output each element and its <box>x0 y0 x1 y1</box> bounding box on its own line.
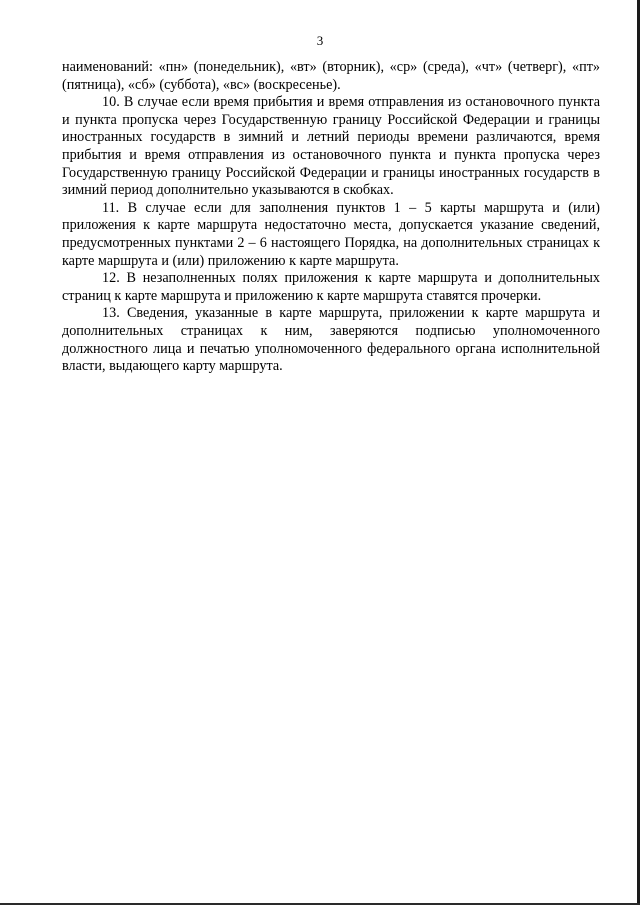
document-body <box>62 59 600 376</box>
paragraph-12: 12. В незаполненных полях приложения к карте маршрута и дополнительных страниц к карте маршрута и приложению к карте маршрута ставятся прочерки. <box>62 270 600 304</box>
paragraph-10: 10. В случае если время прибытия и время отправления из остановочного пункта и пункта пропуска через Государственную границу Российской Федерации и границы иностранных государств в зимний и летний периоды времени различаются, время прибытия и время отправления из остановочного пункта и пункта пропуска через Государственную границу Российской Федерации и границы иностранных государств в зимний период дополнительно указываются в скобках. <box>62 94 600 199</box>
paragraph-11: 11. В случае если для заполнения пунктов 1 – 5 карты маршрута и (или) приложения к карте маршрута недостаточно места, допускается указание сведений, предусмотренных пунктами 2 – 6 настоящего Порядка, на дополнительных страницах к карте маршрута и (или) приложению к карте маршрута. <box>62 199 600 269</box>
paragraph-continuation: наименований: «пн» (понедельник), «вт» (вторник), «ср» (среда), «чт» (четверг), «пт» (пятница), «сб» (суббота), «вс» (воскресенье). <box>62 59 600 93</box>
paragraph-13: 13. Сведения, указанные в карте маршрута, приложении к карте маршрута и дополнительных страницах к ним, заверяются подписью уполномоченного должностного лица и печатью уполномоченного федерального органа исполнительной власти, выдающего карту маршрута. <box>62 305 600 375</box>
page-number: 3 <box>316 33 324 48</box>
